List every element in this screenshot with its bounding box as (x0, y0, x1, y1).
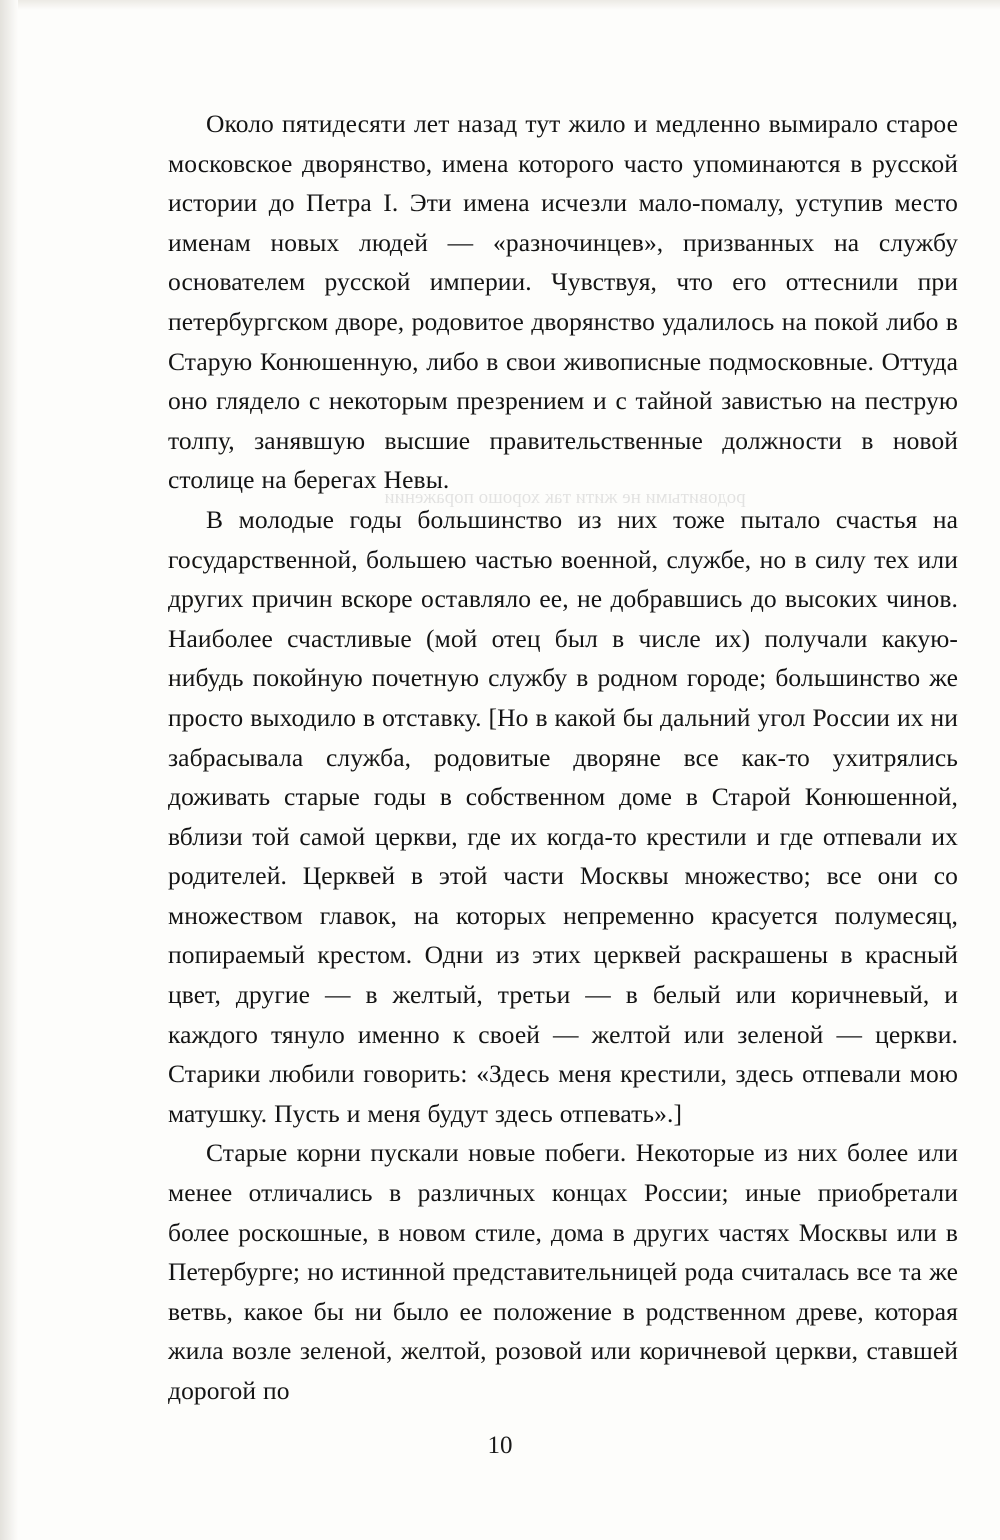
paragraph: Около пятидесяти лет назад тут жило и медленно вымирало старое московское дворянство, имена которого часто упоминаются в русской истории до Петра I. Эти имена исчезли мало-помалу, уступив место именам новых людей — «разночинцев», призванных на службу основателем русской империи. Чувствуя, что его оттеснили при петербургском дворе, родовитое дворянство удалилось на покой либо в Старую Конюшенную, либо в свои живописные подмосковные. Оттуда оно глядело с некоторым презрением и с тайной завистью на пеструю толпу, занявшую высшие правительственные должности в новой столице на берегах Невы. (168, 109, 958, 495)
paragraph: В молодые годы большинство из них тоже пытало счастья на государственной, большею частью военной, службе, но в силу тех или других причин вскоре оставляло ее, не добравшись до высоких чинов. Наиболее счастливые (мой отец был в числе их) получали какую-нибудь покойную почетную службу в родном городе; большинство же просто выходило в отставку. [Но в какой бы дальний угол России их ни забрасывала служба, родовитые дворяне все как-то ухитрялись доживать старые годы в собственном доме в Старой Конюшенной, вблизи той самой церкви, где их когда-то крестили и где отпевали их родителей. Церквей в этой части Москвы множество; все они со множеством главок, на которых непременно красуется полумесяц, попираемый крестом. Одни из этих церквей раскрашены в красный цвет, другие — в желтый, третьи — в белый или коричневый, и каждого тянуло именно к своей — желтой или зеленой — церкви. Старики любили говорить: «Здесь меня крестили, здесь отпевали мою матушку. Пусть и меня будут здесь отпевать».] (168, 504, 958, 1128)
page-top-shadow (0, 0, 1000, 10)
paragraph: Старые корни пускали новые побеги. Некоторые из них более или менее отличались в различных концах России; иные приобретали более роскошные, в новом стиле, дома в других частях Москвы или в Петербурге; но истинной представительницей рода считалась все та же ветвь, какое бы ни было ее положение в родственном древе, которая жила возле зеленой, желтой, розовой или коричневой церкви, ставшей дорогой по (168, 1138, 958, 1405)
bleed-through-artifact: родовитыми не жити так хорошо поражении (384, 487, 746, 508)
page-text-body (168, 104, 958, 1411)
page-left-shadow (0, 0, 18, 1540)
page-number: 10 (487, 1432, 513, 1459)
